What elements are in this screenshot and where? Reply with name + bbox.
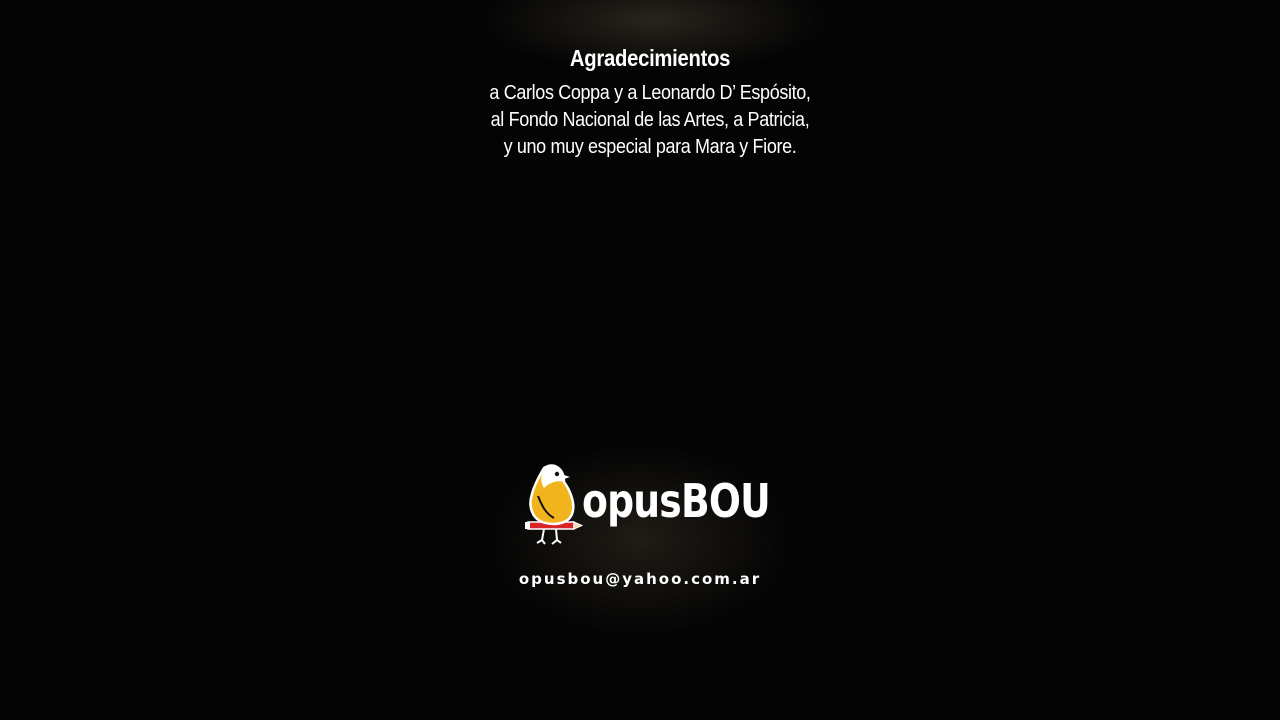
acknowledgement-line-3: y uno muy especial para Mara y Fiore.: [503, 136, 797, 158]
acknowledgements-block: [390, 45, 910, 161]
bird-on-pencil-icon: [524, 460, 586, 550]
contact-email: opusbou@yahoo.com.ar: [518, 570, 762, 588]
acknowledgement-line-2: al Fondo Nacional de las Artes, a Patricia,: [490, 109, 810, 131]
brand-wordmark: opusBOU: [582, 474, 770, 528]
acknowledgement-line-1: a Carlos Coppa y a Leonardo D’ Espósito,: [489, 82, 811, 104]
acknowledgements-title: Agradecimientos: [569, 45, 731, 71]
brand-logo: [524, 460, 770, 552]
